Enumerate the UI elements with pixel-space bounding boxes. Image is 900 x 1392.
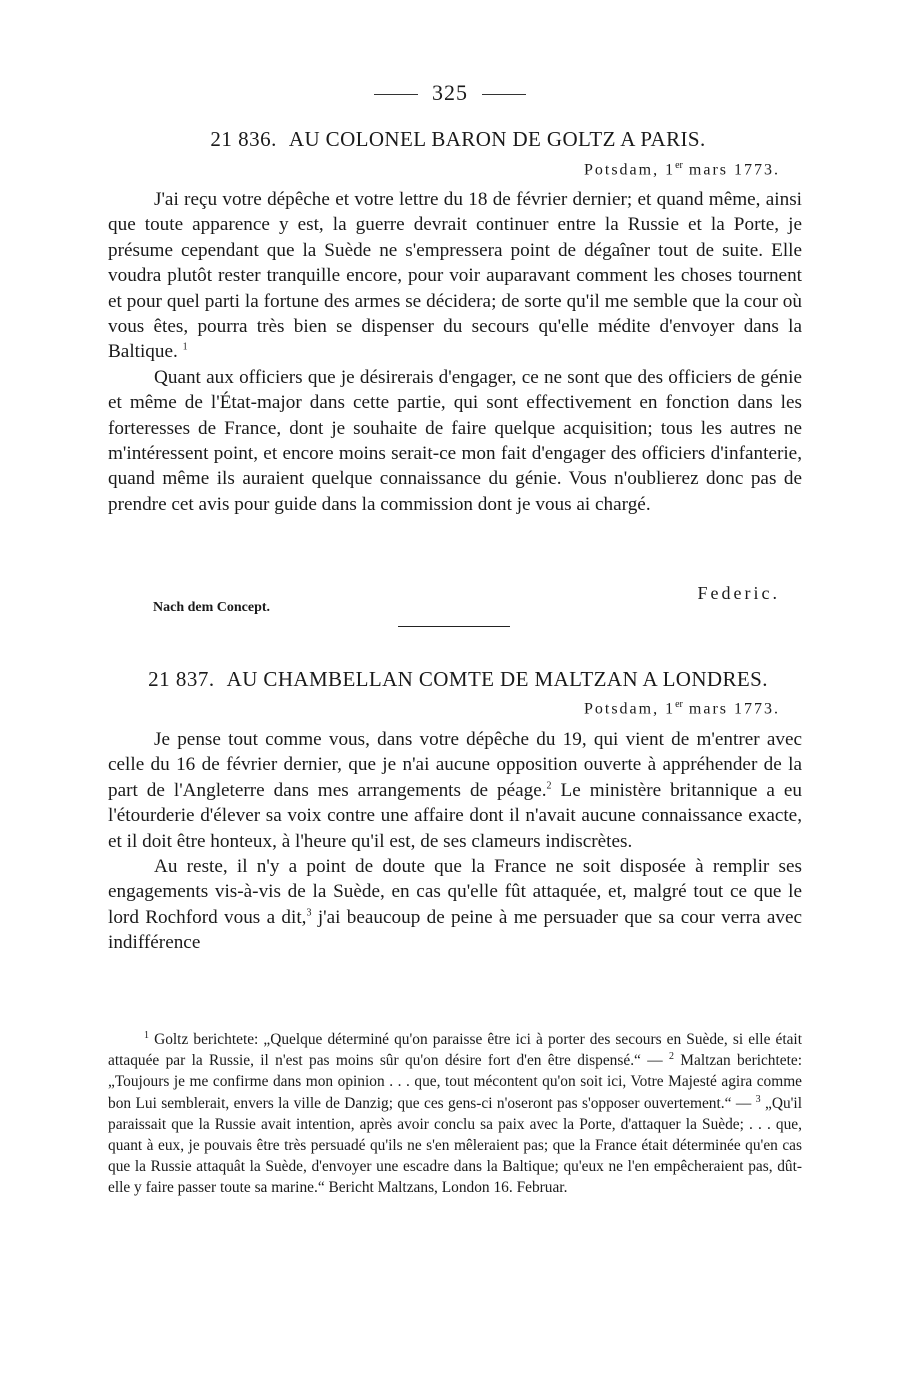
letter-2-date-sup: er: [675, 699, 683, 710]
header-rule-right: [482, 94, 526, 95]
footnote-ref-2: 2: [546, 780, 552, 792]
letter-1-signature: Federic.: [697, 583, 780, 603]
letter-1-paragraph-1-text: J'ai reçu votre dépêche et votre lettre du 18 de février dernier; et quand même, ainsi que toute apparence y est, la guerre devrait continuer entre la Russie et la Porte, je présume cependant que la Suède ne s'empressera point de dégaîner tout de suite. Elle voudra plutôt rester tranquille encore, pour voir auparavant comment les choses tournent et pour quel parti la fortune des armes se décidera; de sorte qu'il me semble que la cour où vous êtes, pourra très bien se dispenser du secours qu'elle médite d'envoyer dans la Baltique.: [108, 189, 802, 363]
footnote-text: [108, 1029, 802, 1199]
footnote-3: „Qu'il paraissait que la Russie avait intention, après avoir conclu sa paix avec la Porte, d'attaquer la Suède; . . . que, quant à eux, je pouvais être très persuadé qu'ils ne s'en mêleraient pas; que la France était déterminée qu'en cas que la Russie attaquât la Suède, d'envoyer une escadre dans la Baltique; qu'eux ne l'en empêcheraient pas, dût-elle y faire passer toute sa marine.“ Bericht Maltzans, London 16. Februar.: [108, 1094, 802, 1197]
footnote-3-mark: 3: [755, 1093, 761, 1105]
page-number: 325: [432, 80, 468, 105]
letter-1-number: 21 836.: [210, 127, 277, 151]
letter-2-date-day: 1: [665, 700, 676, 718]
letter-2-title: AU CHAMBELLAN COMTE DE MALTZAN A LONDRES.: [226, 667, 768, 691]
footnotes: [108, 1029, 802, 1199]
footnote-ref-3: 3: [306, 907, 312, 919]
letter-1-title: AU COLONEL BARON DE GOLTZ A PARIS.: [288, 127, 706, 151]
footnote-1: Goltz berichtete: „Quelque déterminé qu'on paraisse être ici à porter des secours en Suède, si elle était attaquée par la Russie, il n'est pas moins sûr qu'on désire fort d'en être dispensé.“ —: [108, 1031, 802, 1070]
letter-1-date-rest: mars 1773.: [688, 161, 780, 179]
letter-1-paragraph-2: Quant aux officiers que je désirerais d'engager, ce ne sont que des officiers de génie et même de l'État-major dans cette partie, qui sont effectivement en fonction dans les forteresses de France, dont je souhaite de faire quelque acquisition; tous les autres ne m'intéressent point, et encore moins serait-ce mon fait d'engager des officiers d'infanterie, quand même ils auraient quelque connaissance du génie. Vous n'oublierez donc pas de prendre cet avis pour guide dans la commission dont je vous ai chargé.: [108, 366, 802, 515]
letter-2-paragraph-2-text-b: j'ai beaucoup de peine à me persuader que sa cour verra avec indifférence: [108, 906, 803, 954]
footnote-1-mark: 1: [144, 1029, 149, 1041]
letter-2-dateline: [584, 699, 780, 718]
letter-2-number: 21 837.: [148, 667, 215, 691]
footnote-2: Maltzan berichtete: „Toujours je me confirme dans mon opinion . . . que, tout mécontent qu'on soit ici, Votre Majesté agira comme bon Lui semblerait, envers la ville de Danzig; que ces gens-ci n'oseront pas s'opposer ouvertement.“ —: [108, 1052, 802, 1112]
footnote-ref-1: 1: [182, 342, 188, 354]
letter-2-heading: [108, 667, 808, 692]
letter-1-paragraph-1: [108, 187, 802, 365]
letter-2-date-rest: mars 1773.: [688, 700, 780, 718]
letter-1-dateline: [584, 160, 780, 179]
letter-2-paragraph-1-text-b: Le ministère britannique a eu l'étourderie d'élever sa voix contre une affaire dont il n'avait aucune connaissance exacte, et il doit être honteux, à l'heure qu'il est, de ses clameurs indiscrètes.: [108, 779, 802, 852]
letter-1-heading: [108, 127, 808, 152]
letter-2-paragraph-2: [108, 854, 802, 956]
letter-2-place: Potsdam,: [583, 700, 660, 718]
letter-1-body: [108, 187, 802, 517]
letter-1-date-sup: er: [675, 160, 683, 171]
running-header: [0, 80, 900, 106]
letter-1-date-day: 1: [665, 161, 676, 179]
letter-2-body: [108, 727, 802, 956]
footnote-2-mark: 2: [668, 1051, 674, 1063]
letter-2-paragraph-2-text-a: Au reste, il n'y a point de doute que la France ne soit disposée à remplir ses engagements vis-à-vis de la Suède, en cas qu'elle fût attaquée, et, malgré tout ce que le lord Rochford vous a dit,: [108, 856, 802, 928]
header-rule-left: [374, 94, 418, 95]
letter-2-paragraph-1-text-a: Je pense tout comme vous, dans votre dépêche du 19, qui vient de m'entrer avec celle du 16 de février dernier, que je n'ai aucune opposition ouverte à appréhender de la part de l'Angleterre dans mes arrangements de péage.: [108, 729, 802, 801]
letter-1-source: Nach dem Concept.: [153, 600, 271, 615]
letter-separator: [398, 626, 510, 627]
letter-2-paragraph-1: [108, 727, 802, 854]
letter-1-place: Potsdam,: [583, 161, 660, 179]
